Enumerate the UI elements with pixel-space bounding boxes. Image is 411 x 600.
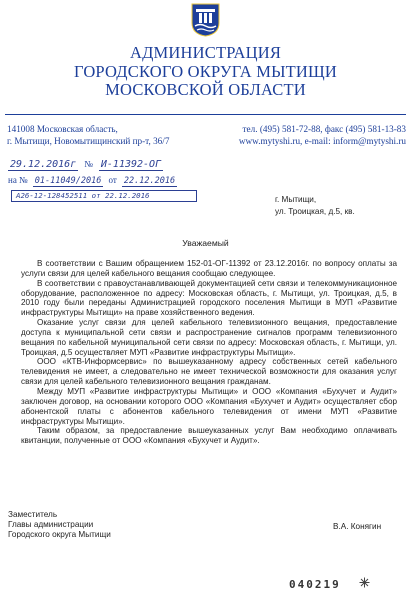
paragraph: Таким образом, за предоставление вышеуказанных услуг Вам необходимо оплачивать квитанции, полученные от ООО «Компания «Бухучет и Аудит». [21, 426, 397, 446]
address-line: г. Мытищи, Новомытищинский пр-т, 36/7 [7, 136, 170, 146]
snowflake-icon [359, 577, 370, 588]
number-label: № [84, 159, 93, 169]
phone-fax: тел. (495) 581-72-88, факс (495) 581-13-83 [242, 124, 406, 134]
recipient-address [275, 194, 355, 218]
outgoing-registration [8, 159, 163, 170]
title-line: Главы администрации [8, 520, 94, 529]
web-email: www.mytyshi.ru, e-mail: inform@mytyshi.ru [238, 136, 406, 146]
address-line: 141008 Московская область, [7, 124, 118, 134]
form-serial-number: 040219 [289, 578, 341, 591]
paragraph: ООО «КТВ-Информсервис» по вышеуказанному адресу собственных сетей кабельного телевидения не имеет, а следовательно не имеет технической возможности для оказания услуг связи для целей кабельного телевизионного вещания гражданам. [21, 357, 397, 387]
header-divider [5, 114, 406, 115]
paragraph: В соответствии с правоустанавливающей документацией сети связи и телекоммуникационное оборудование, расположенное по адресу: Московская область, г. Мытищи, ул. Троицкая, д.5, в 2010 году были переданы Администрацией городского поселения Мытищи в МУП «Развитие инфраструктуры Мытищи» на праве хозяйственного ведения. [21, 278, 397, 318]
title-line: Заместитель [8, 510, 58, 519]
coat-of-arms-icon [191, 3, 220, 37]
ref-prefix: на № [8, 175, 28, 185]
title-line: Городского округа Мытищи [8, 530, 111, 539]
ref-date: 22.12.2016 [123, 176, 176, 186]
organization-name [0, 44, 411, 100]
postal-address [7, 123, 169, 147]
registration-stamp: А26-12-128452511 от 22.12.2016 [11, 190, 197, 202]
contact-info [239, 123, 406, 147]
greeting: Уважаемый [182, 238, 229, 248]
paragraph: Между МУП «Развитие инфраструктуры Мытищи» и ООО «Компания «Бухучет и Аудит» заключен договор, на основании которого ООО «Компания «Бухучет и Аудит» осуществляет сбор абонентской платы с абонентов кабельного телевидения от имени МУП «Развитие инфраструктуры Мытищи». [21, 386, 397, 426]
incoming-reference [8, 175, 177, 186]
paragraph: В соответствии с Вашим обращением 152-01-ОГ-11392 от 23.12.2016г. по вопросу оплаты за услуги связи для целей кабельного вещания сообщаю следующее. [21, 259, 397, 278]
org-line: АДМИНИСТРАЦИЯ [129, 43, 282, 62]
ref-from-label: от [108, 175, 117, 185]
org-line: ГОРОДСКОГО ОКРУГА МЫТИЩИ [73, 61, 338, 81]
outgoing-date: 29.12.2016г [10, 159, 77, 170]
ref-number: 01-11049/2016 [34, 176, 102, 186]
signatory-title [8, 510, 111, 540]
paragraph: Оказание услуг связи для целей кабельного телевизионного вещания, предоставление доступа к муниципальной сети связи и распространение сигналов программ телевизионного вещания по кабельной муниципальной сети связи по адресу: Московская область, г. Мытищи, ул. Троицкая, д.5 осуществляет МУП «Развитие инфраструктуры Мытищи». [21, 318, 397, 357]
letter-body [21, 259, 397, 446]
recipient-line: г. Мытищи, [275, 195, 317, 204]
outgoing-number: И-11392-ОГ [100, 159, 162, 170]
org-line: МОСКОВСКОЙ ОБЛАСТИ [105, 80, 306, 99]
signatory-name: В.А. Конягин [333, 522, 382, 531]
recipient-line: ул. Троицкая, д.5, кв. [275, 207, 355, 216]
